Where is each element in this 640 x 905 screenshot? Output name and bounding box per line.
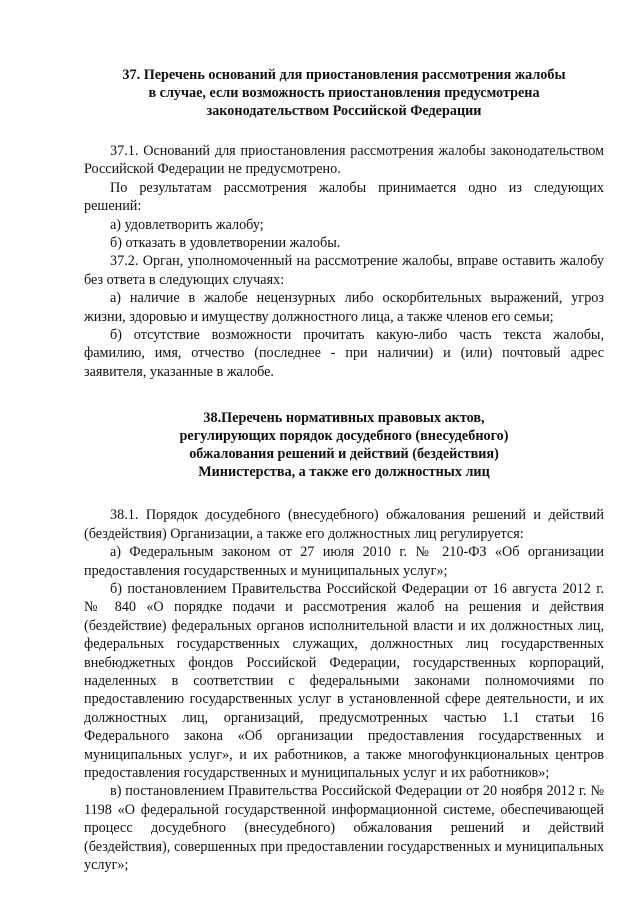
heading-line: 38.Перечень нормативных правовых актов,	[203, 410, 485, 427]
document-page	[84, 66, 604, 874]
paragraph-38-1: 38.1. Порядок досудебного (внесудебного) обжалования решений и действий (бездействия) Организации, а также его должностных лиц регулируется:	[84, 507, 604, 542]
section-38-body	[84, 506, 604, 874]
heading-line: в случае, если возможность приостановления предусмотрена	[148, 85, 540, 101]
paragraph-case-a: а) наличие в жалобе нецензурных либо оскорбительных выражений, угроз жизни, здоровью и имуществу должностного лица, а также членов его семьи;	[84, 290, 604, 325]
paragraph-37-1: 37.1. Оснований для приостановления рассмотрения жалобы законодательством Российской Федерации не предусмотрено.	[84, 143, 604, 178]
paragraph-law-a: а) Федеральным законом от 27 июля 2010 г. № 210-ФЗ «Об организации предоставления государственных и муниципальных услуг»;	[84, 544, 604, 579]
heading-line: Министерства, а также его должностных лиц	[198, 464, 490, 481]
paragraph-law-c: в) постановлением Правительства Российской Федерации от 20 ноября 2012 г. № 1198 «О федеральной государственной информационной системе, обеспечивающей процесс досудебного (внесудебного) обжалования решений и действий (бездействия), совершенных при предоставлении государственных и муниципальных услуг»;	[84, 783, 604, 873]
heading-line: 37. Перечень оснований для приостановления рассмотрения жалобы	[122, 67, 566, 83]
paragraph-decisions-intro: По результатам рассмотрения жалобы принимается одно из следующих решений:	[84, 179, 604, 215]
paragraph-37-2: 37.2. Орган, уполномоченный на рассмотрение жалобы, вправе оставить жалобу без ответа в следующих случаях:	[84, 253, 604, 288]
heading-line: обжалования решений и действий (бездействия)	[189, 446, 499, 463]
heading-line: законодательством Российской Федерации	[206, 103, 482, 119]
paragraph-decision-a: а) удовлетворить жалобу;	[110, 216, 264, 233]
paragraph-decision-b: б) отказать в удовлетворении жалобы.	[110, 235, 341, 252]
paragraph-law-b: б) постановлением Правительства Российской Федерации от 16 августа 2012 г. № 840 «О порядке подачи и рассмотрения жалоб на решения и действия (бездействие) федеральных органов исполнительной власти и их должностных лиц, федеральных государственных служащих, должностных лиц государственных внебюджетных фондов Российской Федерации, государственных корпораций, наделенных в соответствии с федеральными законами полномочиями по предоставлению государственных услуг в установленной сфере деятельности, и их должностных лиц, организаций, предусмотренных частью 1.1 статьи 16 Федерального закона «Об организации предоставления государственных и муниципальных услуг», и их работников, а также многофункциональных центров предоставления государственных и муниципальных услуг и их работников»;	[84, 580, 604, 781]
paragraph-case-b: б) отсутствие возможности прочитать какую-либо часть текста жалобы, фамилию, имя, отчество (последнее - при наличии) и (или) почтовый адрес заявителя, указанные в жалобе.	[84, 327, 604, 380]
heading-line: регулирующих порядок досудебного (внесудебного)	[179, 428, 509, 445]
section-37-body	[84, 142, 604, 381]
section-38-heading	[84, 409, 604, 481]
section-37-heading	[84, 66, 604, 120]
